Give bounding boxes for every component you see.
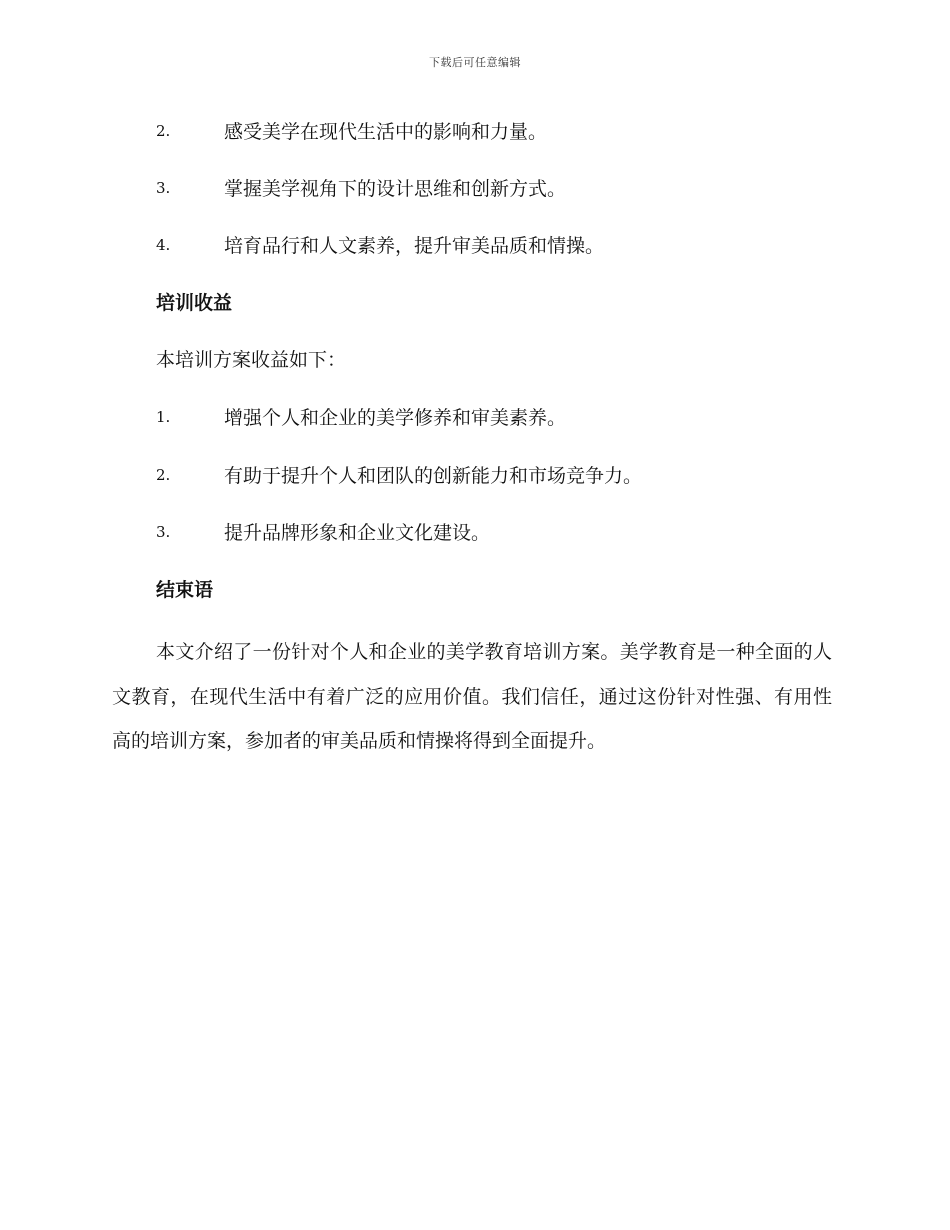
list-text: 感受美学在现代生活中的影响和力量。 — [224, 121, 548, 143]
page-header: 下载后可任意编辑 — [429, 56, 521, 69]
list-text: 有助于提升个人和团队的创新能力和市场竞争力。 — [224, 465, 643, 487]
list-text: 提升品牌形象和企业文化建设。 — [224, 522, 491, 544]
list-number: 2. — [156, 122, 171, 140]
list-text: 增强个人和企业的美学修养和审美素养。 — [224, 407, 567, 429]
list-item — [0, 459, 950, 489]
list-number: 1. — [156, 408, 171, 426]
list-number: 2. — [156, 466, 171, 484]
list-item — [0, 229, 950, 259]
list-item — [0, 115, 950, 145]
section-heading-benefits: 培训收益 — [156, 292, 233, 314]
list-number: 4. — [156, 236, 171, 254]
conclusion-paragraph: 本文介绍了一份针对个人和企业的美学教育培训方案。美学教育是一种全面的人文教育，在现代生活中有着广泛的应用价值。我们信任，通过这份针对性强、有用性高的培训方案，参加者的审美品质和情操将得到全面提升。 — [112, 641, 832, 752]
list-text: 培育品行和人文素养，提升审美品质和情操。 — [224, 235, 605, 257]
list-item — [0, 516, 950, 546]
list-text: 掌握美学视角下的设计思维和创新方式。 — [224, 178, 567, 200]
section-heading-conclusion: 结束语 — [156, 579, 214, 601]
list-number: 3. — [156, 523, 171, 541]
list-number: 3. — [156, 179, 171, 197]
benefits-intro: 本培训方案收益如下： — [156, 349, 347, 371]
list-item — [0, 172, 950, 202]
list-item — [0, 401, 950, 431]
